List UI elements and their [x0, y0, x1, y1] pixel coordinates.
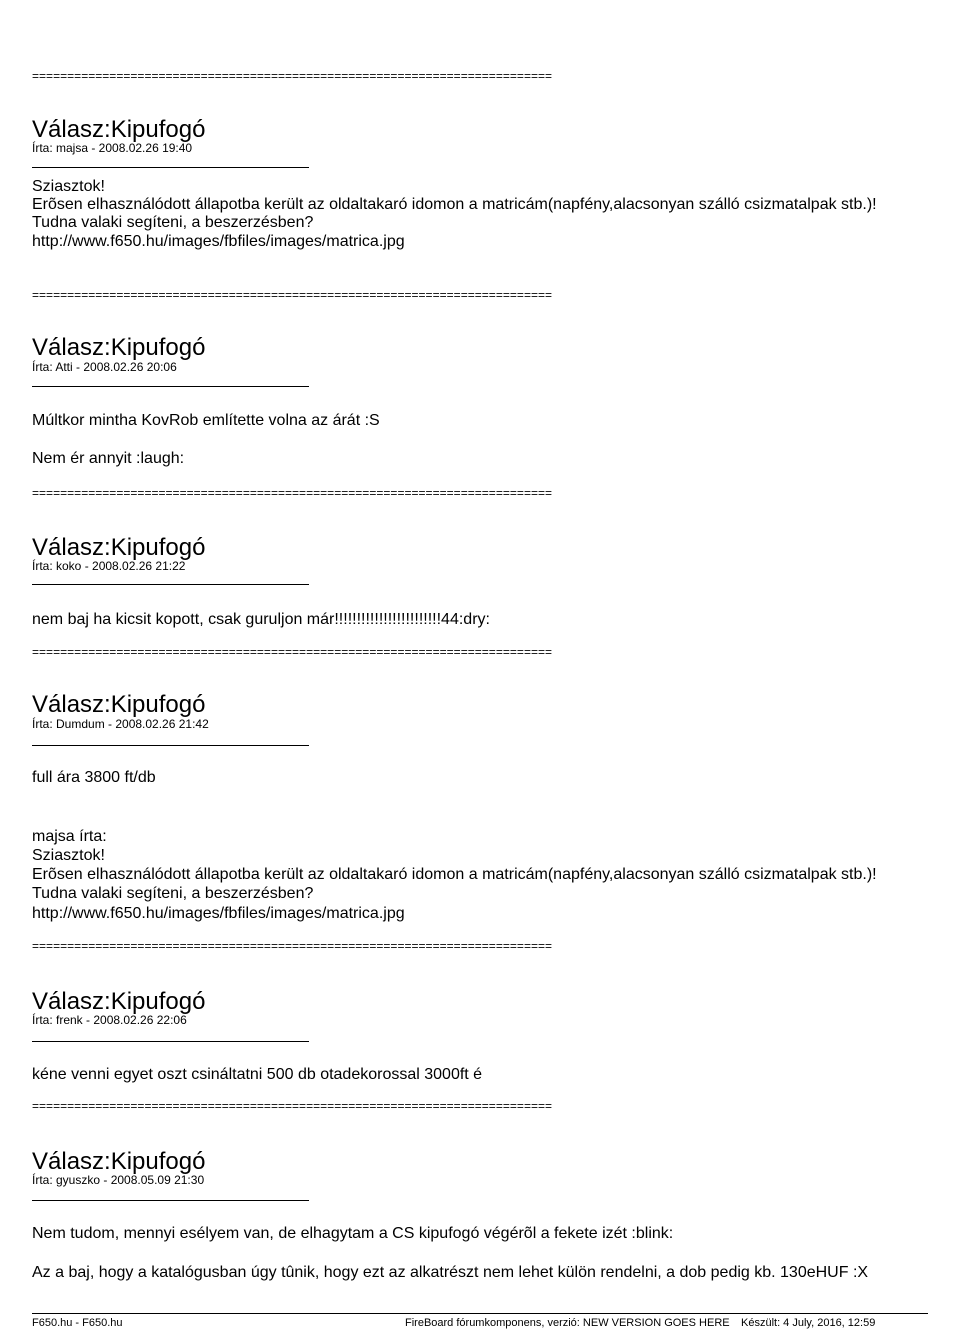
- divider: [32, 584, 309, 585]
- footer-component: FireBoard fórumkomponens, verzió: NEW VERSION GOES HERE: [405, 1317, 730, 1329]
- footer-generated: Készült: 4 July, 2016, 12:59: [741, 1317, 876, 1329]
- post-separator: ==========================================================================: [32, 288, 553, 302]
- post-meta: Írta: frenk - 2008.02.26 22:06: [32, 1013, 187, 1027]
- divider: [32, 1041, 309, 1042]
- footer-divider: [32, 1313, 928, 1314]
- post-body-line: Az a baj, hogy a katalógusban úgy tûnik, hogy ezt az alkatrészt nem lehet külön rendelni, a dob pedig kb. 130eHUF :X: [32, 1264, 869, 1281]
- footer-site: F650.hu - F650.hu: [32, 1317, 123, 1329]
- post-title: Válasz:Kipufogó: [32, 1148, 206, 1175]
- post-body-line: Múltkor mintha KovRob említette volna az árát :S: [32, 412, 380, 429]
- post-body-line: kéne venni egyet oszt csináltatni 500 db otadekorossal 3000ft é: [32, 1066, 483, 1083]
- post-separator: ==========================================================================: [32, 486, 553, 500]
- post-separator: ==========================================================================: [32, 939, 553, 953]
- post-separator: ==========================================================================: [32, 645, 553, 659]
- divider: [32, 1200, 309, 1201]
- post-title: Válasz:Kipufogó: [32, 116, 206, 143]
- post-body-line: full ára 3800 ft/db: [32, 769, 156, 786]
- divider: [32, 745, 309, 746]
- quote-line: Tudna valaki segíteni, a beszerzésben?: [32, 885, 314, 902]
- post-title: Válasz:Kipufogó: [32, 691, 206, 718]
- post-body-line: Nem ér annyit :laugh:: [32, 450, 185, 467]
- post-body-link[interactable]: http://www.f650.hu/images/fbfiles/images/matrica.jpg: [32, 233, 405, 250]
- post-meta: Írta: Atti - 2008.02.26 20:06: [32, 360, 177, 374]
- post-body-line: nem baj ha kicsit kopott, csak guruljon már!!!!!!!!!!!!!!!!!!!!!!!!44:dry:: [32, 611, 490, 628]
- post-meta: Írta: koko - 2008.02.26 21:22: [32, 559, 186, 573]
- post-body-line: Tudna valaki segíteni, a beszerzésben?: [32, 214, 314, 231]
- post-meta: Írta: majsa - 2008.02.26 19:40: [32, 141, 193, 155]
- post-body-line: Erõsen elhasználódott állapotba került az oldaltakaró idomon a matricám(napfény,alacsonyan szálló csizmatalpak stb.)!: [32, 196, 877, 213]
- divider: [32, 386, 309, 387]
- quote-author: majsa írta:: [32, 828, 107, 845]
- quote-line: Sziasztok!: [32, 847, 105, 864]
- post-body-line: Sziasztok!: [32, 178, 105, 195]
- post-meta: Írta: Dumdum - 2008.02.26 21:42: [32, 717, 209, 731]
- post-separator: ==========================================================================: [32, 69, 553, 83]
- post-title: Válasz:Kipufogó: [32, 534, 206, 561]
- quote-link[interactable]: http://www.f650.hu/images/fbfiles/images/matrica.jpg: [32, 905, 405, 922]
- post-body-line: Nem tudom, mennyi esélyem van, de elhagytam a CS kipufogó végérõl a fekete izét :blink:: [32, 1225, 674, 1242]
- divider: [32, 167, 309, 168]
- post-title: Válasz:Kipufogó: [32, 988, 206, 1015]
- post-separator: ==========================================================================: [32, 1099, 553, 1113]
- quote-line: Erõsen elhasználódott állapotba került az oldaltakaró idomon a matricám(napfény,alacsonyan szálló csizmatalpak stb.)!: [32, 866, 877, 883]
- post-meta: Írta: gyuszko - 2008.05.09 21:30: [32, 1173, 205, 1187]
- post-title: Válasz:Kipufogó: [32, 334, 206, 361]
